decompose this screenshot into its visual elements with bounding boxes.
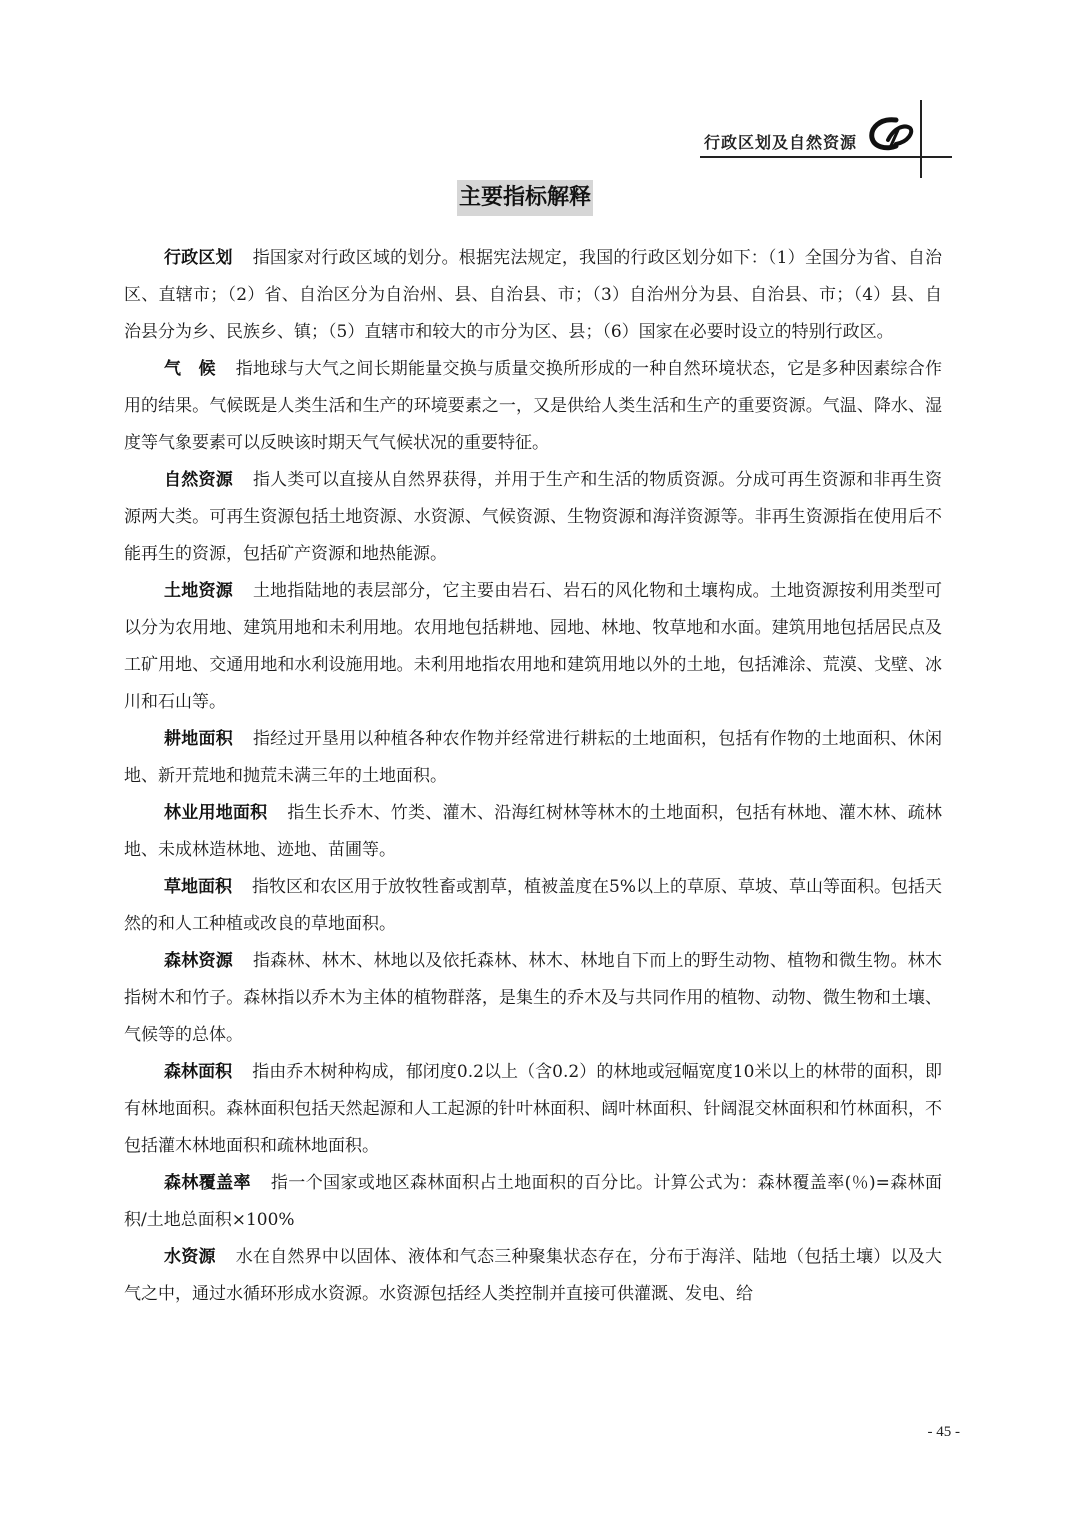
definition: 指人类可以直接从自然界获得，并用于生产和生活的物质资源。分成可再生资源和非再生资源两大类。可再生资源包括土地资源、水资源、气候资源、生物资源和海洋资源等。非再生资源指在使用后不能再生的资源，包括矿产资源和地热能源。 <box>124 470 943 564</box>
term: 水资源 <box>164 1247 216 1267</box>
term: 草地面积 <box>164 877 233 897</box>
entry-forestry-land <box>124 795 942 869</box>
term: 森林覆盖率 <box>164 1173 251 1193</box>
definition: 土地指陆地的表层部分，它主要由岩石、岩石的风化物和土壤构成。土地资源按利用类型可以分为农用地、建筑用地和未利用地。农用地包括耕地、园地、林地、牧草地和水面。建筑用地包括居民点及工矿用地、交通用地和水利设施用地。未利用地指农用地和建筑用地以外的土地，包括滩涂、荒漠、戈壁、冰川和石山等。 <box>124 581 943 712</box>
definition: 指生长乔木、竹类、灌木、沿海红树林等林木的土地面积，包括有林地、灌木林、疏林地、未成林造林地、迹地、苗圃等。 <box>124 803 943 860</box>
term: 气 候 <box>164 359 216 379</box>
page-number: - 45 - <box>927 1424 960 1440</box>
definition: 水在自然界中以固体、液体和气态三种聚集状态存在，分布于海洋、陆地（包括土壤）以及大气之中，通过水循环形成水资源。水资源包括经人类控制并直接可供灌溉、发电、给 <box>124 1247 943 1304</box>
definition: 指森林、林木、林地以及依托森林、林木、林地自下而上的野生动物、植物和微生物。林木指树木和竹子。森林指以乔木为主体的植物群落，是集生的乔木及与共同作用的植物、动物、微生物和土壤、气候等的总体。 <box>124 951 943 1045</box>
term: 行政区划 <box>164 248 233 268</box>
entry-natural-resources <box>124 462 942 573</box>
term: 土地资源 <box>164 581 233 601</box>
entry-climate <box>124 351 942 462</box>
header-divider <box>920 100 922 178</box>
entry-land-resources <box>124 573 942 721</box>
entry-water-resources <box>124 1239 942 1313</box>
entry-administrative-division <box>124 240 942 351</box>
definitions-body <box>124 240 942 1313</box>
definition: 指国家对行政区域的划分。根据宪法规定，我国的行政区划分如下：（1）全国分为省、自治区、直辖市；（2）省、自治区分为自治州、县、自治县、市；（3）自治州分为县、自治县、市；（4）县、自治县分为乡、民族乡、镇；（5）直辖市和较大的市分为区、县；（6）国家在必要时设立的特别行政区。 <box>124 248 942 342</box>
entry-grassland <box>124 869 942 943</box>
definition: 指牧区和农区用于放牧牲畜或割草，植被盖度在5%以上的草原、草坡、草山等面积。包括天然的和人工种植或改良的草地面积。 <box>124 877 943 934</box>
term: 自然资源 <box>164 470 233 490</box>
header-rule <box>700 156 952 158</box>
definition: 指地球与大气之间长期能量交换与质量交换所形成的一种自然环境状态，它是多种因素综合作用的结果。气候既是人类生活和生产的环境要素之一，又是供给人类生活和生产的重要资源。气温、降水、湿度等气象要素可以反映该时期天气气候状况的重要特征。 <box>124 359 943 453</box>
term: 森林资源 <box>164 951 233 971</box>
logo-icon <box>866 114 916 154</box>
page-header <box>700 96 960 176</box>
definition: 指由乔木树种构成，郁闭度0.2以上（含0.2）的林地或冠幅宽度10米以上的林带的面积，即有林地面积。森林面积包括天然起源和人工起源的针叶林面积、阔叶林面积、针阔混交林面积和竹林面积，不包括灌木林地面积和疏林地面积。 <box>124 1062 942 1156</box>
entry-forest-coverage <box>124 1165 942 1239</box>
term: 森林面积 <box>164 1062 233 1082</box>
definition: 指经过开垦用以种植各种农作物并经常进行耕耘的土地面积，包括有作物的土地面积、休闲地、新开荒地和抛荒未满三年的土地面积。 <box>124 729 943 786</box>
definition: 指一个国家或地区森林面积占土地面积的百分比。计算公式为：森林覆盖率(％)=森林面积/土地总面积×100% <box>124 1173 942 1230</box>
term: 耕地面积 <box>164 729 233 749</box>
term: 林业用地面积 <box>164 803 268 823</box>
entry-forest-area <box>124 1054 942 1165</box>
section-title: 行政区划及自然资源 <box>704 133 858 152</box>
entry-forest-resources <box>124 943 942 1054</box>
page-title: 主要指标解释 <box>457 180 593 216</box>
entry-cultivated-land <box>124 721 942 795</box>
